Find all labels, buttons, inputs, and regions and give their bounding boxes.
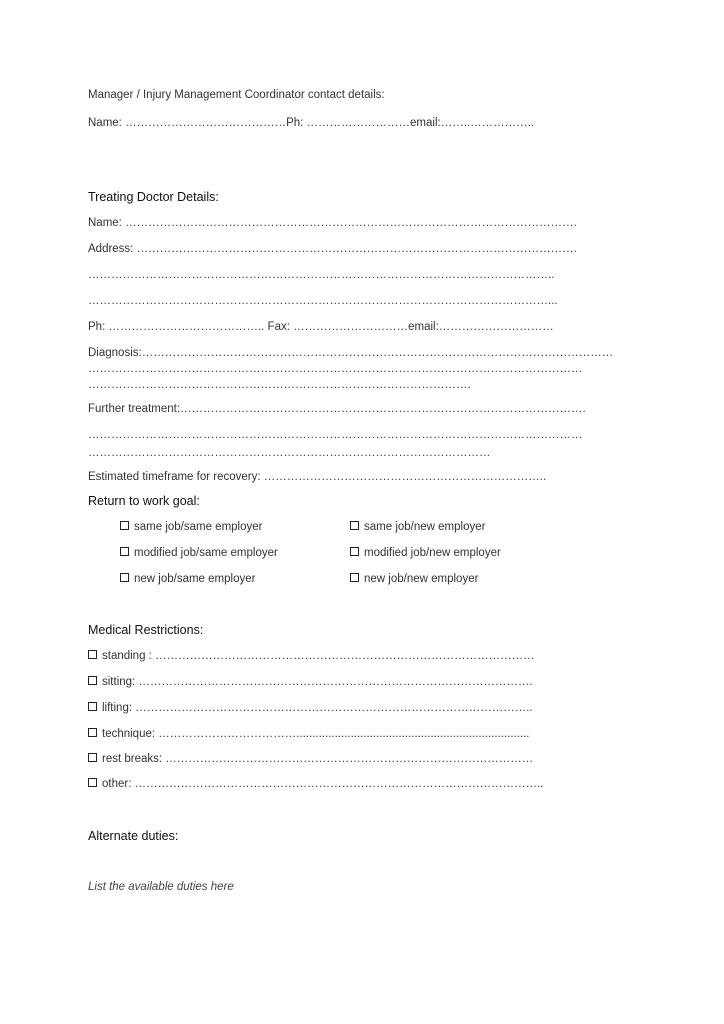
option-new-job-same-employer[interactable]: new job/same employer bbox=[120, 572, 255, 587]
return-to-work-heading: Return to work goal: bbox=[88, 494, 200, 508]
checkbox-icon[interactable] bbox=[350, 547, 359, 556]
option-new-job-new-employer[interactable]: new job/new employer bbox=[350, 572, 478, 587]
doctor-address-line[interactable]: Address: ……………………………………………………………………………………………………. bbox=[88, 243, 577, 255]
doctor-heading: Treating Doctor Details: bbox=[88, 190, 219, 204]
checkbox-icon[interactable] bbox=[120, 547, 129, 556]
doctor-contact-line[interactable]: Ph: ………………………………….. Fax: …………………………email:………………………… bbox=[88, 321, 554, 333]
checkbox-icon[interactable] bbox=[120, 521, 129, 530]
alternate-duties-hint[interactable]: List the available duties here bbox=[88, 881, 234, 893]
restriction-technique[interactable]: technique: ………………………………......................................................................... bbox=[88, 727, 530, 742]
restriction-sitting[interactable]: sitting: …………………………………………………………………………………………. bbox=[88, 675, 533, 690]
recovery-timeframe-line[interactable]: Estimated timeframe for recovery: ……………………………………………………………….. bbox=[88, 471, 547, 483]
treatment-cont-2[interactable]: …………………………………………………………………………………………… bbox=[88, 447, 491, 459]
checkbox-icon[interactable] bbox=[88, 650, 97, 659]
restriction-other[interactable]: other: …………………………………………………………………………………………….. bbox=[88, 777, 544, 792]
checkbox-icon[interactable] bbox=[88, 676, 97, 685]
checkbox-icon[interactable] bbox=[350, 521, 359, 530]
option-modified-job-new-employer[interactable]: modified job/new employer bbox=[350, 546, 501, 561]
manager-heading: Manager / Injury Management Coordinator contact details: bbox=[88, 89, 385, 101]
checkbox-icon[interactable] bbox=[350, 573, 359, 582]
diagnosis-cont-1[interactable]: ………………………………………………………………………………………………………………… bbox=[88, 363, 583, 375]
restriction-rest-breaks[interactable]: rest breaks: …………………………………………………………………………………… bbox=[88, 752, 533, 767]
restriction-standing[interactable]: standing : ……………………………………………………………………………………… bbox=[88, 649, 535, 664]
manager-contact-line[interactable]: Name: ……………………………………Ph: ………………………email:……..…………….. bbox=[88, 117, 534, 129]
checkbox-icon[interactable] bbox=[88, 778, 97, 787]
further-treatment-line[interactable]: Further treatment:……………………………………………………………………………………………. bbox=[88, 403, 586, 415]
doctor-name-line[interactable]: Name: ………………………………………………………………………………………………………. bbox=[88, 217, 577, 229]
doctor-address-cont-1[interactable]: ………………………………………………………………………………………………………….. bbox=[88, 269, 555, 281]
restriction-lifting[interactable]: lifting: ………………………………………………………………………………………….. bbox=[88, 701, 533, 716]
option-modified-job-same-employer[interactable]: modified job/same employer bbox=[120, 546, 278, 561]
checkbox-icon[interactable] bbox=[88, 728, 97, 737]
checkbox-icon[interactable] bbox=[88, 753, 97, 762]
alternate-duties-heading: Alternate duties: bbox=[88, 829, 179, 843]
doctor-address-cont-2[interactable]: …………………………………………………………………………………………………………... bbox=[88, 295, 558, 307]
treatment-cont-1[interactable]: ………………………………………………………………………………………………………………… bbox=[88, 429, 583, 441]
diagnosis-line[interactable]: Diagnosis:…………………………………………………………………………………………………………… bbox=[88, 347, 614, 359]
diagnosis-cont-2[interactable]: ………………………………………………………………………………………. bbox=[88, 379, 471, 391]
checkbox-icon[interactable] bbox=[120, 573, 129, 582]
option-same-job-same-employer[interactable]: same job/same employer bbox=[120, 520, 262, 535]
medical-restrictions-heading: Medical Restrictions: bbox=[88, 623, 204, 637]
option-same-job-new-employer[interactable]: same job/new employer bbox=[350, 520, 485, 535]
checkbox-icon[interactable] bbox=[88, 702, 97, 711]
